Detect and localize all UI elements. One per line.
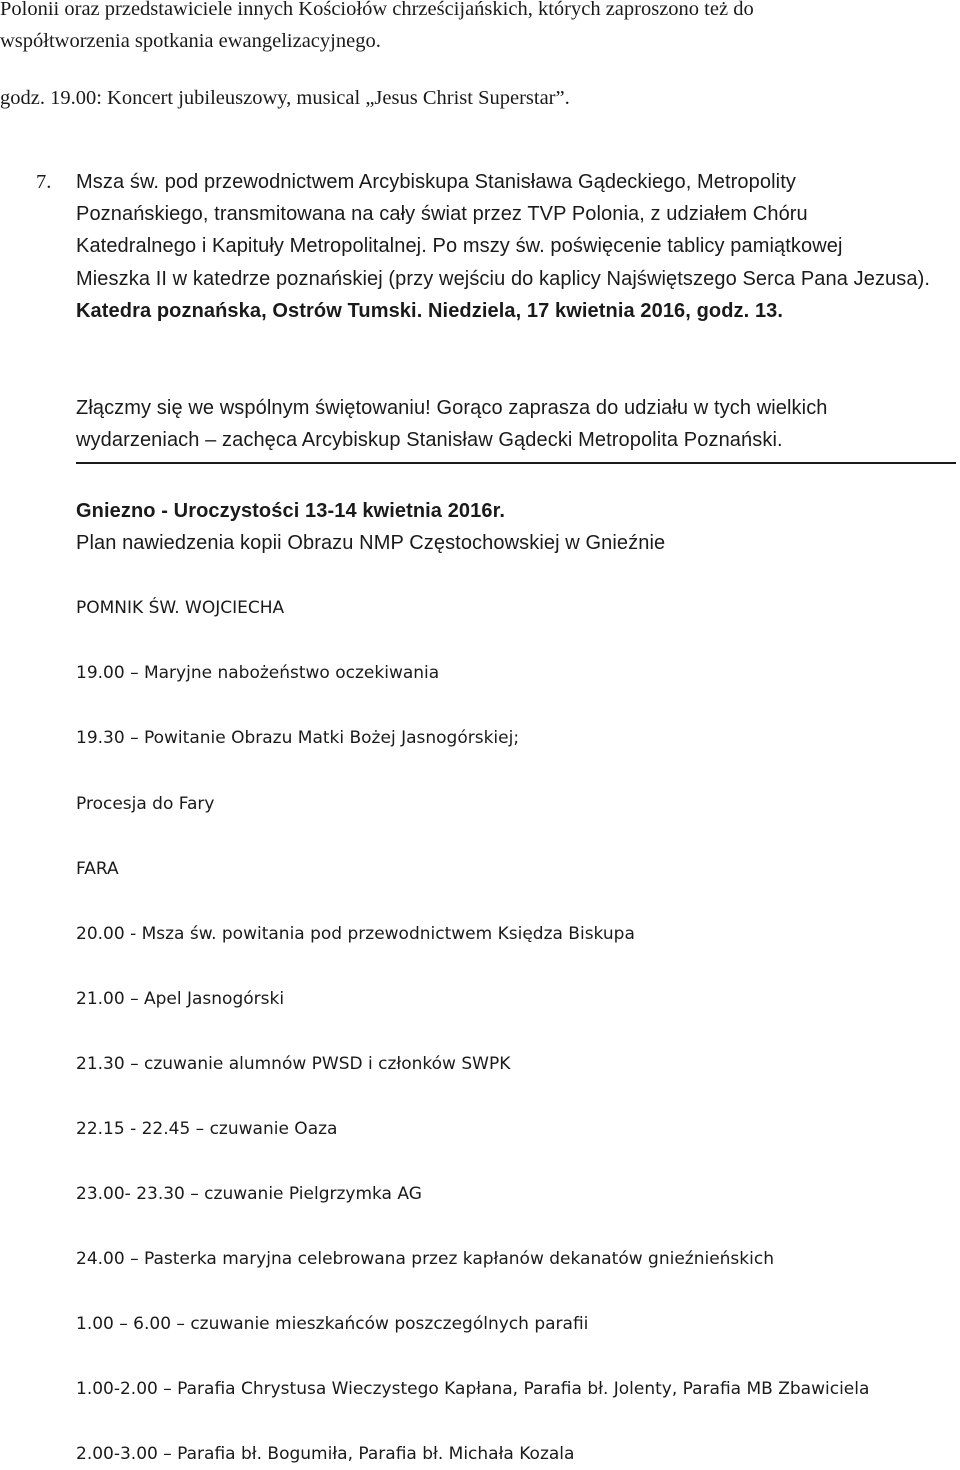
- item-7-number: 7.: [36, 171, 52, 193]
- schedule-item: 24.00 – Pasterka maryjna celebrowana przez kapłanów dekanatów gnieźnieńskich: [76, 1249, 774, 1269]
- schedule-item: 1.00 – 6.00 – czuwanie mieszkańców poszczególnych parafii: [76, 1314, 589, 1334]
- schedule-item: 22.15 - 22.45 – czuwanie Oaza: [76, 1119, 338, 1139]
- gniezno-subtitle: Plan nawiedzenia kopii Obrazu NMP Częstochowskiej w Gnieźnie: [76, 532, 666, 554]
- schedule-item: POMNIK ŚW. WOJCIECHA: [76, 598, 285, 618]
- schedule-item: 23.00- 23.30 – czuwanie Pielgrzymka AG: [76, 1184, 422, 1204]
- concert-line: godz. 19.00: Koncert jubileuszowy, musical „Jesus Christ Superstar”.: [0, 87, 570, 109]
- schedule-item: 2.00-3.00 – Parafia bł. Bogumiła, Parafia bł. Michała Kozala: [76, 1444, 575, 1464]
- gniezno-title: Gniezno - Uroczystości 13-14 kwietnia 2016r.: [76, 500, 506, 522]
- intro-line-2: współtworzenia spotkania ewangelizacyjnego.: [0, 30, 381, 52]
- schedule-item: 20.00 - Msza św. powitania pod przewodnictwem Księdza Biskupa: [76, 924, 635, 944]
- schedule-item: 19.00 – Maryjne nabożeństwo oczekiwania: [76, 663, 440, 683]
- schedule-item: 19.30 – Powitanie Obrazu Matki Bożej Jasnogórskiej;: [76, 728, 520, 748]
- intro-line-1: Polonii oraz przedstawiciele innych Kościołów chrześcijańskich, których zaproszono też do: [0, 0, 754, 20]
- item-7-place: Katedra poznańska, Ostrów Tumski. Niedziela, 17 kwietnia 2016, godz. 13.: [76, 300, 784, 322]
- item-7-line-1: Msza św. pod przewodnictwem Arcybiskupa Stanisława Gądeckiego, Metropolity: [76, 171, 796, 193]
- schedule-item: 21.00 – Apel Jasnogórski: [76, 989, 285, 1009]
- schedule-item: FARA: [76, 859, 119, 879]
- schedule-item: Procesja do Fary: [76, 794, 215, 814]
- item-7-line-4: Mieszka II w katedrze poznańskiej (przy wejściu do kaplicy Najświętszego Serca Pana Jezusa).: [76, 268, 931, 290]
- schedule-item: 1.00-2.00 – Parafia Chrystusa Wieczystego Kapłana, Parafia bł. Jolenty, Parafia MB Zbawiciela: [76, 1379, 870, 1399]
- item-7-line-2: Poznańskiego, transmitowana na cały świat przez TVP Polonia, z udziałem Chóru: [76, 203, 808, 225]
- invite-line-2: wydarzeniach – zachęca Arcybiskup Stanisław Gądecki Metropolita Poznański.: [76, 429, 783, 451]
- section-divider: [76, 462, 956, 464]
- invite-line-1: Złączmy się we wspólnym świętowaniu! Gorąco zaprasza do udziału w tych wielkich: [76, 397, 828, 419]
- item-7-line-3: Katedralnego i Kapituły Metropolitalnej. Po mszy św. poświęcenie tablicy pamiątkowej: [76, 235, 843, 257]
- schedule-item: 21.30 – czuwanie alumnów PWSD i członków SWPK: [76, 1054, 511, 1074]
